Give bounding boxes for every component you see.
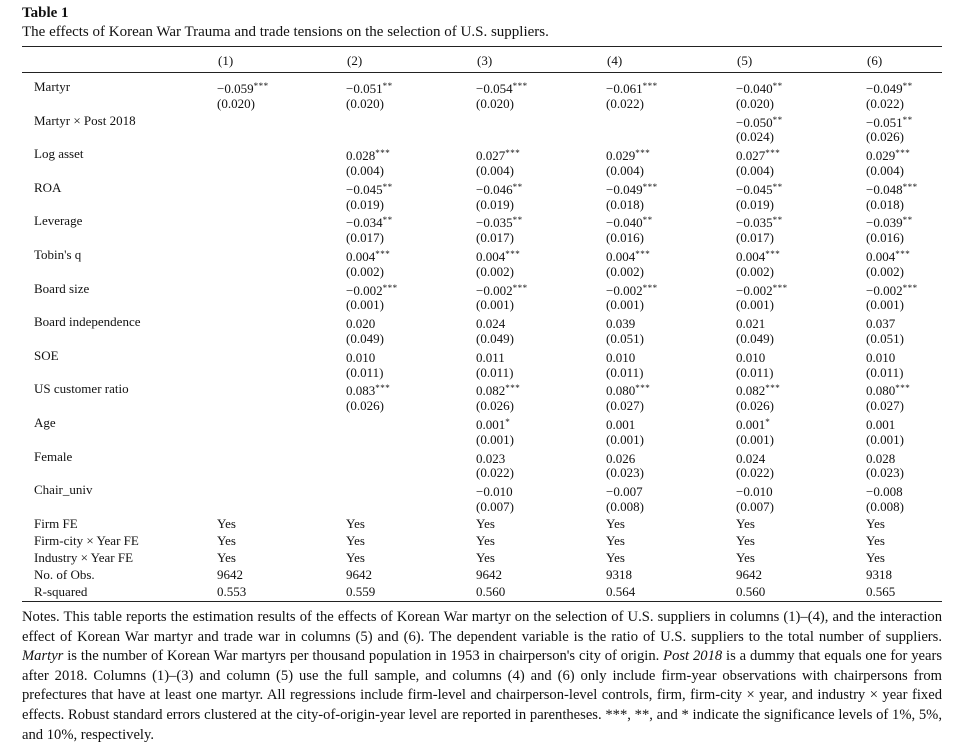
coefficient-value: 0.082 [736,383,766,399]
footer-cell: Yes [606,533,625,548]
table-notes [22,608,942,745]
coefficient-value: 0.021 [736,316,766,332]
row-label: Martyr [34,79,71,94]
standard-error-cell: (0.004) [476,163,514,178]
coefficient-value: −0.008 [866,484,903,500]
significance-stars: *** [642,181,658,192]
standard-error-cell: (0.020) [736,95,774,111]
significance-stars: *** [765,249,781,259]
significance-stars: *** [635,383,651,394]
significance-stars: ** [382,181,393,192]
standard-error-cell: (0.022) [476,465,514,481]
footer-cell: 0.553 [217,584,247,599]
significance-stars: ** [772,81,783,91]
standard-error-cell: (0.007) [736,499,774,514]
standard-error-cell: (0.049) [476,331,514,346]
row-label: Leverage [34,213,83,229]
standard-error-cell: (0.016) [606,230,644,246]
footer-row-label: Firm FE [34,516,78,531]
significance-stars: ** [772,215,783,226]
coefficient-value: −0.010 [736,484,773,500]
footer-cell: Yes [346,550,365,565]
significance-stars: *** [505,148,521,159]
significance-stars: ** [512,181,523,192]
coefficient-value: 0.004 [866,249,896,264]
standard-error-cell: (0.049) [346,331,384,346]
row-label: Age [34,415,56,430]
column-header: (1) [218,53,234,68]
footer-cell: 9318 [866,567,892,582]
coefficient-value: −0.035 [736,215,773,231]
standard-error-cell: (0.004) [736,163,774,178]
header-rule [22,72,942,73]
coefficient-value: −0.002 [606,282,643,298]
standard-error-cell: (0.020) [346,95,384,111]
standard-error-cell: (0.026) [866,129,904,145]
coefficient-value: 0.024 [736,450,766,466]
footer-cell: Yes [606,516,625,531]
significance-stars: ** [512,215,523,226]
footer-cell: Yes [736,533,755,548]
coefficient-value: −0.046 [476,181,513,197]
significance-stars: ** [642,215,653,226]
footer-cell: 9642 [217,567,243,582]
coefficient-value: 0.026 [606,450,636,466]
significance-stars: ** [382,215,393,226]
significance-stars: *** [765,148,781,159]
footer-row-label: No. of Obs. [34,567,95,582]
coefficient-value: −0.040 [606,215,643,231]
footer-cell: 9642 [736,567,762,582]
coefficient-value: 0.020 [346,316,376,332]
coefficient-value: −0.010 [476,484,513,500]
footer-cell: Yes [217,550,236,565]
significance-stars: *** [902,181,918,192]
standard-error-cell: (0.020) [217,95,255,111]
coefficient-value: 0.080 [866,383,896,399]
coefficient-value: 0.029 [606,148,636,164]
coefficient-value: 0.083 [346,383,376,399]
standard-error-cell: (0.007) [476,499,514,514]
significance-stars: * [505,417,511,427]
footer-cell: 9642 [476,567,502,582]
significance-stars: *** [253,81,269,91]
significance-stars: *** [895,249,911,259]
significance-stars: *** [635,249,651,259]
footer-cell: Yes [217,533,236,548]
bottom-rule [22,601,942,602]
significance-stars: *** [895,148,911,159]
coefficient-value: −0.002 [736,282,773,298]
coefficient-value: −0.002 [866,282,903,298]
footer-row-label: Firm-city × Year FE [34,533,139,548]
footer-cell: Yes [476,550,495,565]
row-label: US customer ratio [34,381,129,397]
column-header: (6) [867,53,883,68]
coefficient-value: 0.010 [866,349,896,365]
coefficient-value: 0.080 [606,383,636,399]
significance-stars: * [765,417,771,427]
standard-error-cell: (0.008) [606,499,644,514]
standard-error-cell: (0.011) [476,364,514,380]
standard-error-cell: (0.002) [346,263,384,279]
standard-error-cell: (0.027) [606,398,644,414]
standard-error-cell: (0.004) [606,163,644,178]
standard-error-cell: (0.024) [736,129,774,145]
footer-cell: Yes [736,550,755,565]
table-label: Table 1 [22,5,69,21]
standard-error-cell: (0.017) [476,230,514,246]
standard-error-cell: (0.049) [736,331,774,346]
coefficient-value: 0.027 [736,148,766,164]
coefficient-value: −0.048 [866,181,903,197]
standard-error-cell: (0.022) [736,465,774,481]
footer-cell: Yes [217,516,236,531]
footer-cell: 0.559 [346,584,376,599]
coefficient-value: −0.007 [606,484,643,500]
footer-cell: 0.560 [476,584,506,599]
standard-error-cell: (0.001) [736,431,774,447]
footer-cell: Yes [606,550,625,565]
standard-error-cell: (0.022) [606,95,644,111]
row-label: SOE [34,347,59,363]
standard-error-cell: (0.019) [476,196,514,212]
notes-text-3: is a dummy that equals one for years after 2018. Columns (1)–(3) and column (5) use the full sample, and columns (4) and (6) only include firm-year observations with chairpersons from prefectures that have at least one martyr. All regressions include firm-level and chairperson-level controls, firm, firm-city × year, and industry × year fixed effects. Robust standard errors clustered at the city-of-origin-year level are reported in parentheses. ***, **, and * indicate the significance levels of 1%, 5%, and 10%, respectively. [22,648,943,743]
notes-martyr: Martyr [22,648,64,665]
standard-error-cell: (0.051) [606,331,644,346]
standard-error-cell: (0.002) [866,263,904,279]
row-label: Board independence [34,314,141,330]
coefficient-value: 0.001 [476,417,506,432]
standard-error-cell: (0.023) [606,465,644,481]
standard-error-cell: (0.001) [606,431,644,447]
standard-error-cell: (0.001) [736,297,774,313]
significance-stars: *** [635,148,651,159]
standard-error-cell: (0.018) [606,196,644,212]
coefficient-value: −0.051 [866,114,903,130]
standard-error-cell: (0.051) [866,331,904,346]
coefficient-value: −0.039 [866,215,903,231]
row-label: Tobin's q [34,247,82,262]
standard-error-cell: (0.018) [866,196,904,212]
standard-error-cell: (0.023) [866,465,904,481]
significance-stars: *** [895,383,911,394]
coefficient-value: −0.061 [606,81,643,96]
coefficient-value: −0.050 [736,114,773,130]
standard-error-cell: (0.020) [476,95,514,111]
coefficient-value: 0.004 [606,249,636,264]
coefficient-value: 0.028 [866,450,896,466]
column-header: (4) [607,53,623,68]
standard-error-cell: (0.022) [866,95,904,111]
standard-error-cell: (0.027) [866,398,904,414]
standard-error-cell: (0.001) [346,297,384,313]
column-header: (5) [737,53,753,68]
significance-stars: *** [375,148,391,159]
footer-cell: 0.564 [606,584,636,599]
significance-stars: *** [512,81,528,91]
significance-stars: *** [505,383,521,394]
standard-error-cell: (0.001) [606,297,644,313]
coefficient-value: −0.002 [346,282,383,298]
significance-stars: *** [375,383,391,394]
standard-error-cell: (0.002) [476,263,514,279]
significance-stars: ** [772,181,783,192]
notes-text-2: is the number of Korean War martyrs per thousand population in 1953 in chairperson's city of origin. [63,648,664,665]
footer-cell: Yes [476,516,495,531]
coefficient-value: −0.045 [346,181,383,197]
standard-error-cell: (0.008) [866,499,904,514]
coefficient-value: −0.054 [476,81,513,96]
coefficient-value: −0.002 [476,282,513,298]
footer-cell: 0.560 [736,584,766,599]
footer-row-label: R-squared [34,584,88,599]
coefficient-value: −0.035 [476,215,513,231]
coefficient-value: −0.051 [346,81,383,96]
significance-stars: ** [772,114,783,125]
row-label: Chair_univ [34,482,93,498]
coefficient-value: 0.011 [476,349,505,365]
significance-stars: *** [902,282,918,293]
coefficient-value: 0.001 [866,417,896,432]
coefficient-value: 0.024 [476,316,506,332]
significance-stars: *** [375,249,391,259]
footer-cell: Yes [476,533,495,548]
standard-error-cell: (0.001) [866,297,904,313]
notes-post2018: Post 2018 [663,648,723,665]
coefficient-value: 0.010 [346,349,376,365]
standard-error-cell: (0.002) [736,263,774,279]
standard-error-cell: (0.017) [346,230,384,246]
coefficient-value: −0.034 [346,215,383,231]
coefficient-value: 0.027 [476,148,506,164]
coefficient-value: 0.001 [736,417,766,432]
coefficient-value: 0.028 [346,148,376,164]
significance-stars: ** [382,81,393,91]
standard-error-cell: (0.026) [346,398,384,414]
standard-error-cell: (0.019) [346,196,384,212]
standard-error-cell: (0.002) [606,263,644,279]
footer-cell: Yes [866,516,885,531]
footer-row-label: Industry × Year FE [34,550,134,565]
significance-stars: ** [902,114,913,125]
coefficient-value: 0.039 [606,316,636,332]
top-rule [22,46,942,47]
row-label: Female [34,448,73,464]
coefficient-value: 0.082 [476,383,506,399]
standard-error-cell: (0.017) [736,230,774,246]
significance-stars: *** [505,249,521,259]
significance-stars: ** [902,81,913,91]
coefficient-value: 0.001 [606,417,636,432]
footer-cell: 9642 [346,567,372,582]
standard-error-cell: (0.004) [346,163,384,178]
row-label: Log asset [34,146,84,162]
standard-error-cell: (0.001) [476,431,514,447]
coefficient-value: −0.045 [736,181,773,197]
standard-error-cell: (0.011) [736,364,774,380]
significance-stars: *** [772,282,788,293]
significance-stars: ** [902,215,913,226]
coefficient-value: 0.029 [866,148,896,164]
significance-stars: *** [765,383,781,394]
coefficient-value: −0.049 [606,181,643,197]
footer-cell: Yes [866,533,885,548]
significance-stars: *** [642,81,658,91]
column-header: (2) [347,53,363,68]
standard-error-cell: (0.019) [736,196,774,212]
coefficient-value: −0.040 [736,81,773,96]
coefficient-value: 0.004 [476,249,506,264]
coefficient-value: −0.059 [217,81,254,96]
coefficient-value: 0.010 [606,349,636,365]
coefficient-value: 0.004 [346,249,376,264]
coefficient-value: 0.037 [866,316,896,332]
significance-stars: *** [382,282,398,293]
column-header: (3) [477,53,493,68]
standard-error-cell: (0.016) [866,230,904,246]
standard-error-cell: (0.004) [866,163,904,178]
row-label: Martyr × Post 2018 [34,112,136,128]
standard-error-cell: (0.011) [346,364,384,380]
coefficient-value: 0.023 [476,450,506,466]
coefficient-value: 0.010 [736,349,766,365]
standard-error-cell: (0.001) [866,431,904,447]
standard-error-cell: (0.011) [606,364,644,380]
significance-stars: *** [512,282,528,293]
row-label: Board size [34,280,90,296]
footer-cell: Yes [866,550,885,565]
footer-cell: 0.565 [866,584,896,599]
coefficient-value: 0.004 [736,249,766,264]
significance-stars: *** [642,282,658,293]
coefficient-value: −0.049 [866,81,903,96]
notes-text-1: Notes. This table reports the estimation results of the effects of Korean War martyr on the selection of U.S. suppliers in columns (1)–(4), and the interaction effect of Korean War martyr and trade war in columns (5) and (6). The dependent variable is the ratio of U.S. suppliers to the total number of suppliers. [22,609,942,645]
footer-cell: 9318 [606,567,632,582]
standard-error-cell: (0.026) [476,398,514,414]
footer-cell: Yes [346,533,365,548]
standard-error-cell: (0.026) [736,398,774,414]
row-label: ROA [34,179,62,195]
table-caption: The effects of Korean War Trauma and trade tensions on the selection of U.S. suppliers. [22,24,549,40]
footer-cell: Yes [736,516,755,531]
standard-error-cell: (0.011) [866,364,904,380]
footer-cell: Yes [346,516,365,531]
standard-error-cell: (0.001) [476,297,514,313]
